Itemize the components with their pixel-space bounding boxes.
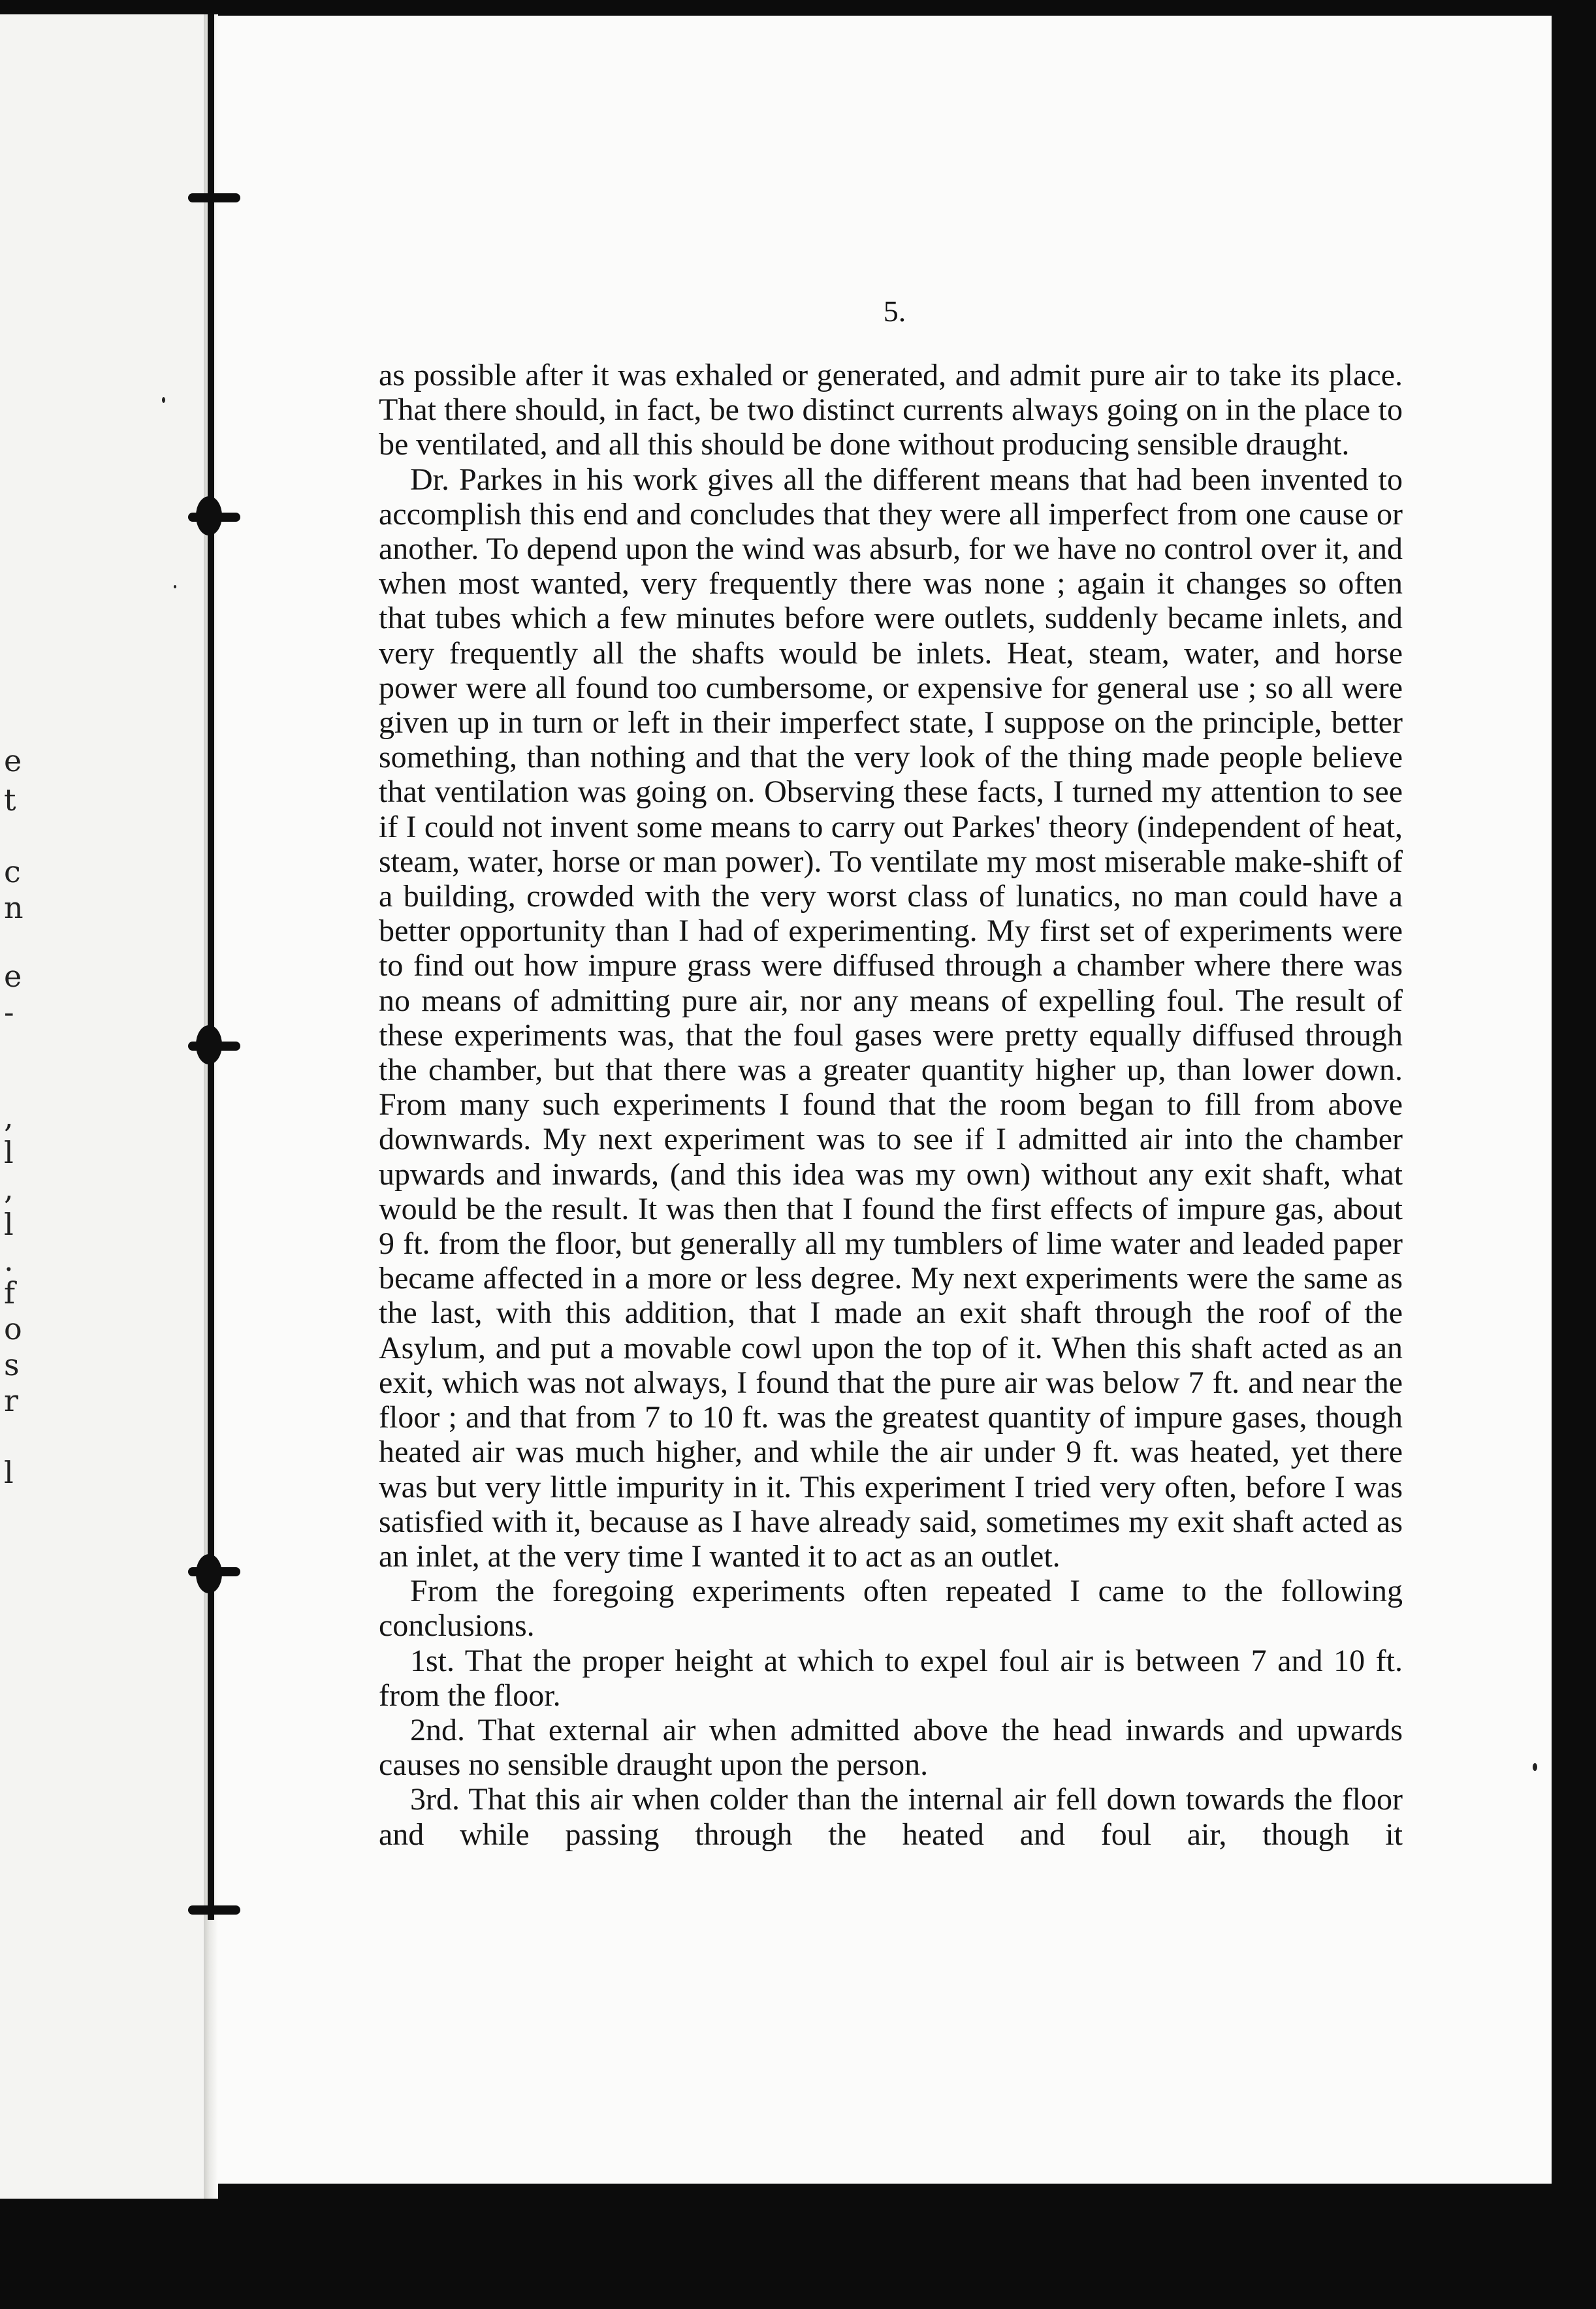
binding-stitch	[188, 1567, 240, 1576]
margin-fragment: e	[4, 959, 22, 994]
margin-fragment: r	[4, 1383, 18, 1418]
margin-fragment: l	[4, 1135, 14, 1170]
paragraph: Dr. Parkes in his work gives all the different means that had been invented to accomplish this end and concludes that they were all imperfect from one cause or another. To depend upon the wind was absurb, for we have no control over it, and when most wanted, very frequently there was none ; again it changes so often that tubes which a few minutes before were outlets, suddenly became inlets, and very frequently all the shafts would be inlets. Heat, steam, water, and horse power were all found too cumbersome, or expensive for general use ; so all were given up in turn or left in their imperfect state, I suppose on the principle, better something, than nothing and that the very look of the thing made people believe that ventilation was going on. Observing these facts, I turned my attention to see if I could not invent some means to carry out Parkes' theory (independent of heat, steam, water, horse or man power). To ventilate my most miserable make-shift of a building, crowded with the very worst class of lunatics, no man could have a better opportunity than I had of experimenting. My first set of experiments were to find out how impure grass were diffused through a chamber where there was no means of admitting pure air, nor any means of expelling foul. The result of these experiments was, that the foul gases were pretty equally diffused through the chamber, but that there was a greater quantity higher up, than lower down. From many such experiments I found that the room began to fill from above downwards. My next experiment was to see if I admitted air into the chamber upwards and inwards, (and this idea was my own) without any exit shaft, what would be the result. It was then that I found the first effects of impure gas, about 9 ft. from the floor, but generally all my tumblers of lime water and leaded paper became affected in a more or less degree. My next experiments were the same as the last, with this addition, that I made an exit shaft through the roof of the Asylum, and put a movable cowl upon the top of it. When this shaft acted as an exit, which was not always, I found that the pure air was below 7 ft. and near the floor ; and that from 7 to 10 ft. was the greatest quantity of impure gases, though heated air was much higher, and while the air under 9 ft. was heated, yet there was but very little impurity in it. This experiment I tried very often, before I was satisfied with it, because as I have already said, sometimes my exit shaft acted as an inlet, at the very time I wanted it to act as an outlet.	[379, 462, 1403, 1574]
margin-fragment: l	[4, 1207, 14, 1242]
margin-fragment: ,	[4, 1171, 14, 1206]
margin-fragment: c	[4, 854, 21, 889]
margin-fragment: t	[4, 782, 16, 818]
paragraph: 2nd. That external air when admitted above the head inwards and upwards causes no sensible draught upon the person.	[379, 1712, 1403, 1783]
left-page-margin-text	[0, 14, 208, 2199]
margin-fragment: -	[4, 995, 14, 1030]
margin-fragment: .	[4, 1243, 14, 1278]
paragraph: 3rd. That this air when colder than the internal air fell down towards the floor and while passing through the heated and foul air, though it	[379, 1782, 1403, 1852]
margin-fragment: s	[4, 1347, 20, 1382]
paper-speck	[1533, 1763, 1537, 1771]
paper-speck	[174, 585, 176, 588]
binding-stitch	[188, 513, 240, 522]
paragraph: as possible after it was exhaled or generated, and admit pure air to take its place. That there should, in fact, be two distinct currents always going on in the place to be ventilated, and all this should be done without producing sensible draught.	[379, 358, 1403, 462]
margin-fragment: e	[4, 743, 22, 778]
binding-stitch	[188, 193, 240, 202]
margin-fragment: o	[4, 1311, 22, 1346]
body-text	[379, 358, 1403, 1852]
left-facing-page	[0, 14, 208, 2199]
margin-fragment: ,	[4, 1099, 14, 1134]
paper-speck	[162, 397, 165, 403]
margin-fragment: n	[4, 890, 24, 925]
paragraph: 1st. That the proper height at which to expel foul air is between 7 and 10 ft. from the floor.	[379, 1643, 1403, 1713]
binding-stitch	[188, 1905, 240, 1915]
page-number: 5.	[883, 295, 906, 328]
binding-thread	[208, 13, 214, 1920]
margin-fragment: f	[4, 1275, 16, 1311]
margin-fragment: l	[4, 1455, 14, 1490]
paragraph: From the foregoing experiments often repeated I came to the following conclusions.	[379, 1574, 1403, 1644]
binding-stitch	[188, 1042, 240, 1051]
